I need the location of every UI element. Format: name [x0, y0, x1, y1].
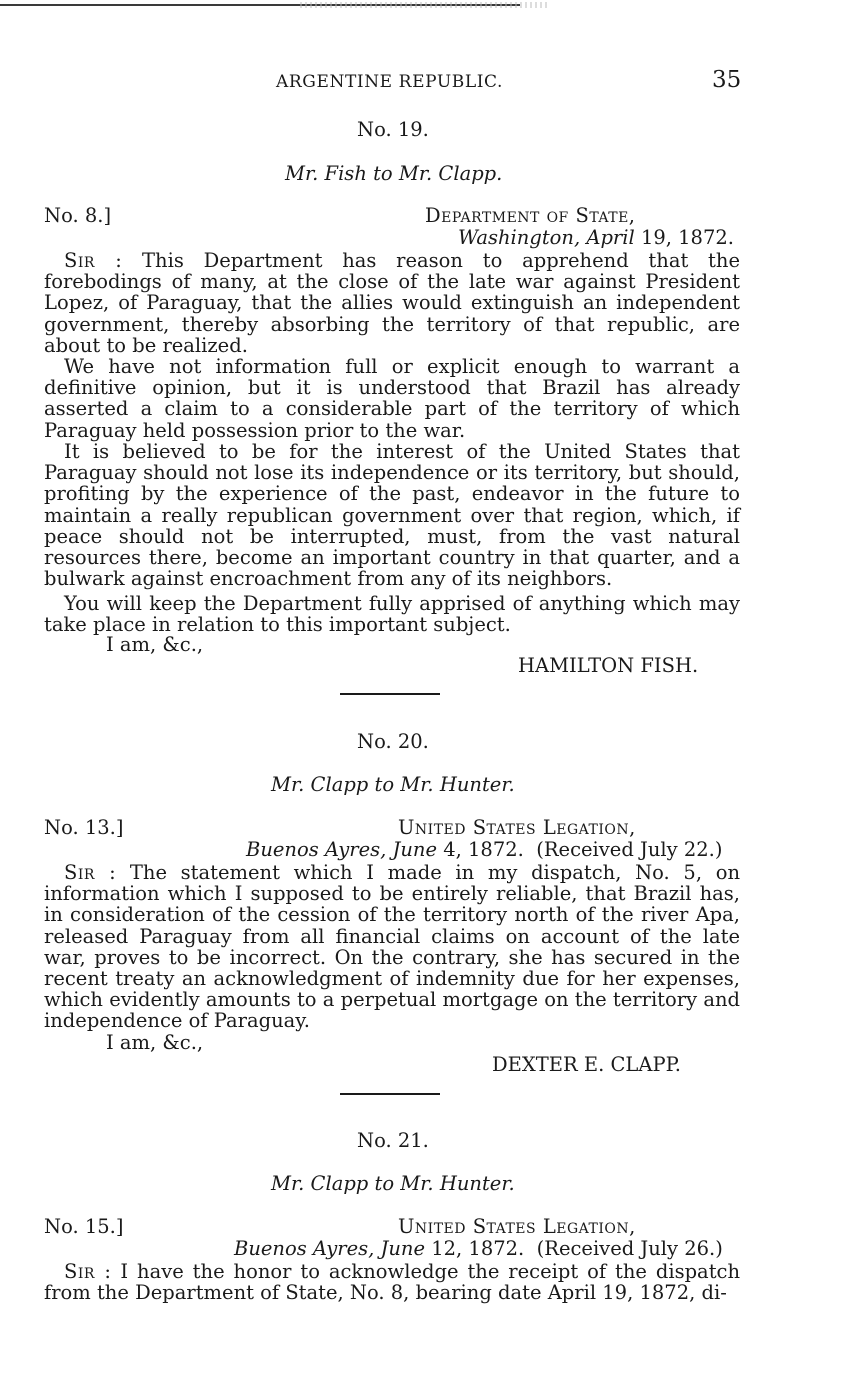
running-title: ARGENTINE REPUBLIC. [276, 72, 504, 92]
dispatch-number: No. 15.] [44, 1215, 124, 1238]
sender-office: United States Legation, [398, 1215, 636, 1238]
dispatch-number: No. 13.] [44, 816, 124, 839]
signature: HAMILTON FISH. [518, 654, 699, 677]
dispatch-number: No. 8.] [44, 204, 112, 227]
sender-office: Department of State, [425, 204, 636, 227]
section-divider [340, 1093, 440, 1095]
sender-office: United States Legation, [398, 816, 636, 839]
dateline: Buenos Ayres, June 4, 1872. (Received July 22.) [246, 838, 723, 861]
dateline: Buenos Ayres, June 12, 1872. (Received July 26.) [234, 1237, 723, 1260]
letter-paragraph: Sir : I have the honor to acknowledge the receipt of the dispatch from the Department of State, No. 8, bearing date April 19, 1872, di- [44, 1260, 741, 1305]
letter-heading: Mr. Fish to Mr. Clapp. [285, 162, 503, 185]
dateline: Washington, April 19, 1872. [458, 226, 734, 249]
letter-paragraph: We have not information full or explicit enough to warrant a definitive opinion, but it is understood that Brazil has already asserted a claim to a considerable part of the territory of which Paraguay held possession prior to the war. [44, 355, 740, 442]
signature: DEXTER E. CLAPP. [492, 1053, 681, 1076]
closing: I am, &c., [106, 633, 204, 656]
salutation: Sir : [64, 1260, 112, 1283]
salutation: Sir : [64, 249, 123, 272]
closing: I am, &c., [106, 1031, 204, 1054]
letter-paragraph: Sir : The statement which I made in my dispatch, No. 5, on information which I supposed to be entirely reliable, that Brazil has, in consideration of the cession of the territory north of the river Apa, released Paraguay from all financial claims on account of the late war, proves to be incorrect. On the contrary, she has secured in the recent treaty an acknowledgment of indemnity due for her expenses, which evidently amounts to a perpetual mortgage on the territory and independence of Paraguay. [44, 861, 741, 1033]
letter-number: No. 20. [357, 730, 429, 753]
letter-heading: Mr. Clapp to Mr. Hunter. [271, 773, 515, 796]
page-number: 35 [712, 67, 742, 93]
letter-paragraph: Sir : This Department has reason to apprehend that the forebodings of many, at the close of the late war against President Lopez, of Paraguay, that the allies would extinguish an independent government, thereby absorbing the territory of that republic, are about to be realized. [44, 249, 740, 357]
letter-number: No. 21. [357, 1129, 429, 1152]
salutation: Sir : [64, 861, 117, 884]
letter-paragraph: You will keep the Department fully apprised of anything which may take place in relation to this important subject. [44, 592, 740, 637]
letter-heading: Mr. Clapp to Mr. Hunter. [271, 1172, 515, 1195]
section-divider [340, 693, 440, 695]
letter-paragraph: It is believed to be for the interest of the United States that Paraguay should not lose its independence or its territory, but should, profiting by the experience of the past, endeavor in the future to maintain a really republican government over that region, which, if peace should not be interrupted, must, from the vast natural resources there, become an important country in that quarter, and a bulwark against encroachment from any of its neighbors. [44, 440, 740, 591]
scan-speckle [300, 2, 550, 8]
letter-number: No. 19. [357, 118, 429, 141]
